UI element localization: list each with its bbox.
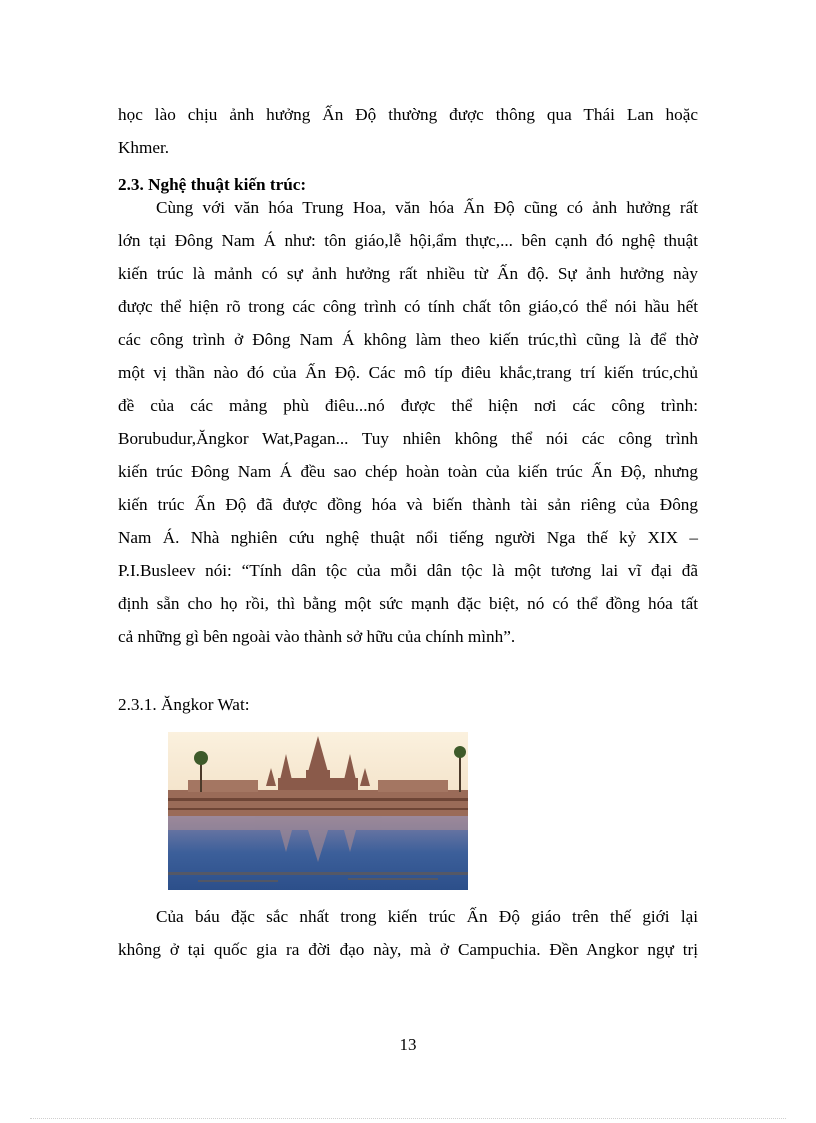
- text-line: kiến trúc Đông Nam Á đều sao chép hoàn toàn của kiến trúc Ấn Độ, nhưng: [118, 462, 698, 481]
- text-line: học lào chịu ảnh hưởng Ấn Độ thường được thông qua Thái Lan hoặc: [118, 105, 698, 124]
- paragraph-end: [118, 900, 698, 966]
- subsection-heading: 2.3.1. Ăngkor Wat:: [118, 695, 250, 714]
- text-line: Của báu đặc sắc nhất trong kiến trúc Ấn Độ giáo trên thế giới lại: [156, 907, 698, 926]
- paragraph-intro: [118, 98, 698, 164]
- text-line: kiến trúc là mảnh có sự ảnh hưởng rất nhiều từ Ấn độ. Sự ảnh hưởng này: [118, 264, 698, 283]
- text-line: Borubudur,Ăngkor Wat,Pagan... Tuy nhiên không thể nói các công trình: [118, 429, 698, 448]
- text-line: được thể hiện rõ trong các công trình có tính chất tôn giáo,có thể nói hầu hết: [118, 297, 698, 316]
- page-number: 13: [399, 1035, 417, 1054]
- text-line: các công trình ở Đông Nam Á không làm theo kiến trúc,thì cũng là để thờ: [118, 330, 698, 349]
- text-line: cả những gì bên ngoài vào thành sở hữu của chính mình”.: [118, 627, 516, 646]
- text-line: Nam Á. Nhà nghiên cứu nghệ thuật nổi tiếng người Nga thế kỷ XIX –: [118, 528, 698, 547]
- text-line: một vị thần nào đó của Ấn Độ. Các mô típ điêu khắc,trang trí kiến trúc,chủ: [118, 363, 698, 382]
- page-bottom-divider: [30, 1118, 786, 1119]
- text-line: đề của các mảng phù điêu...nó được thể hiện nơi các công trình:: [118, 396, 698, 415]
- text-line: P.I.Busleev nói: “Tính dân tộc của mỗi dân tộc là một tương lai vĩ đại đã: [118, 561, 698, 580]
- paragraph-main: [118, 191, 698, 653]
- angkor-wat-photo: [168, 732, 468, 890]
- text-line: Khmer.: [118, 138, 170, 157]
- text-line: định sẵn cho họ rồi, thì bằng một sức mạnh đặc biệt, nó có thể đồng hóa tất: [118, 594, 698, 613]
- text-line: Cùng với văn hóa Trung Hoa, văn hóa Ấn Độ cũng có ảnh hưởng rất: [156, 198, 698, 217]
- section-heading: 2.3. Nghệ thuật kiến trúc:: [118, 175, 307, 194]
- text-line: kiến trúc Ấn Độ đã được đồng hóa và biến thành tài sản riêng của Đông: [118, 495, 698, 514]
- text-line: không ở tại quốc gia ra đời đạo này, mà ở Campuchia. Đền Angkor ngự trị: [118, 940, 698, 959]
- text-line: lớn tại Đông Nam Á như: tôn giáo,lễ hội,ẩm thực,... bên cạnh đó nghệ thuật: [118, 231, 698, 250]
